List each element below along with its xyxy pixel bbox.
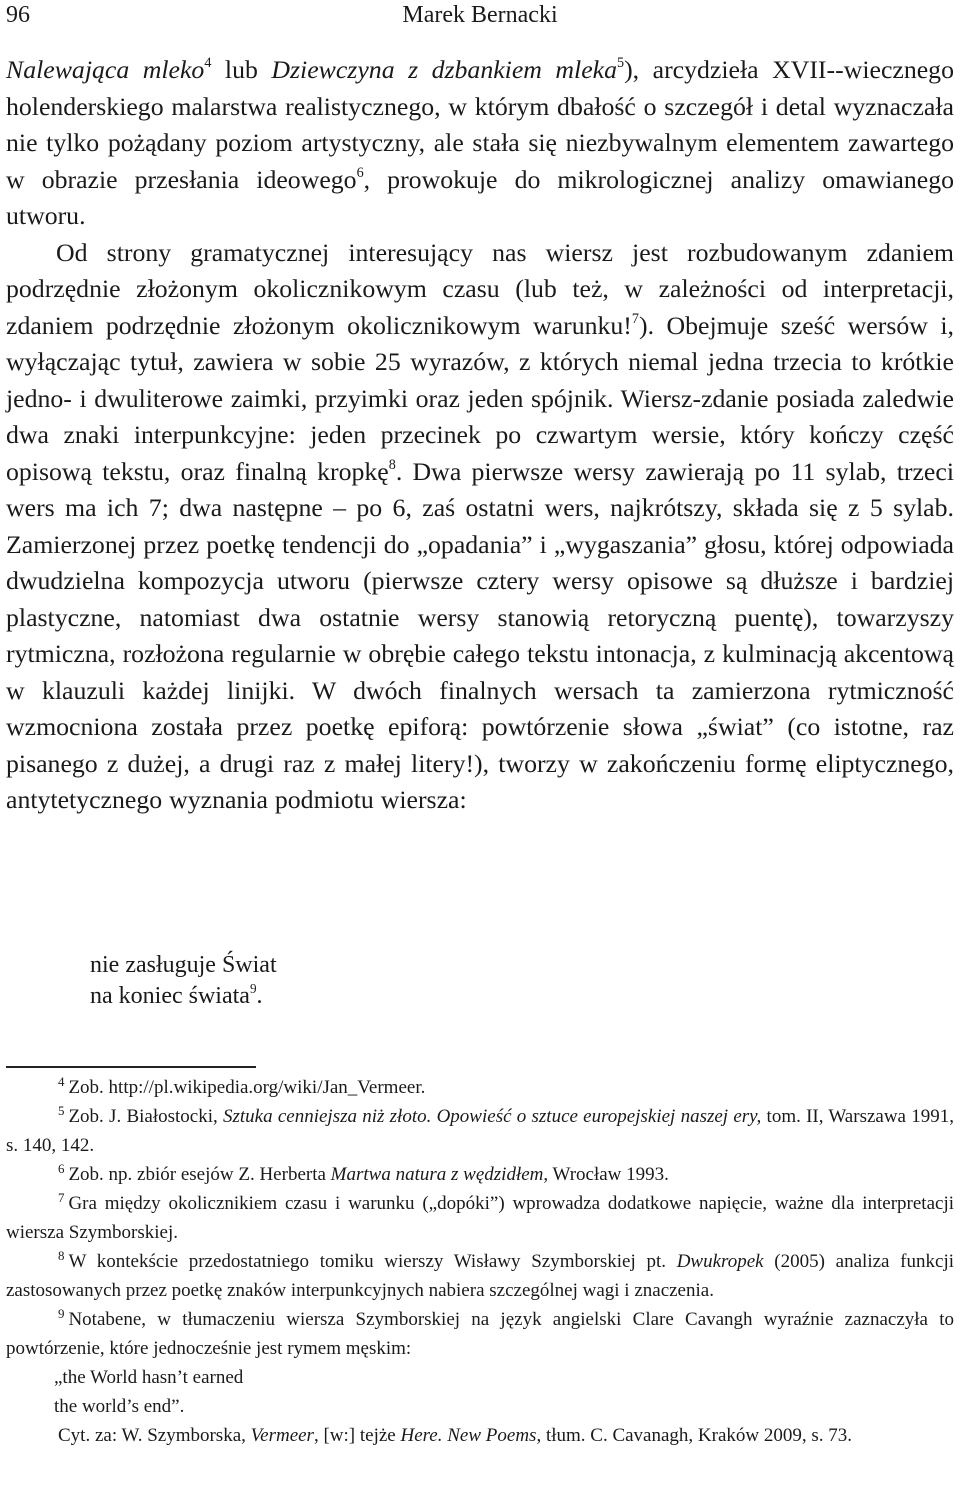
- translation-quote-line-1: „the World hasn’t earned: [54, 1367, 244, 1388]
- footnote-6: [6, 1160, 954, 1189]
- book-title: Vermeer: [250, 1425, 314, 1446]
- running-header: [6, 2, 954, 36]
- footnote-number: 5: [58, 1102, 65, 1118]
- footnote-separator: [6, 1066, 256, 1068]
- footnote-number: 9: [58, 1305, 65, 1321]
- footnote-5: [6, 1102, 954, 1160]
- footnote-ref-4[interactable]: 4: [204, 55, 212, 72]
- painting-title-1: Nalewająca mleko: [6, 55, 205, 84]
- footnotes: [6, 1073, 954, 1450]
- footnote-ref-5[interactable]: 5: [617, 55, 625, 72]
- book-title: Martwa natura z wędzidłem: [330, 1164, 544, 1185]
- footnote-number: 4: [58, 1073, 65, 1089]
- footnote-ref-9[interactable]: 9: [249, 981, 257, 997]
- poem-line-1: nie zasługuje Świat: [90, 952, 277, 978]
- footnote-number: 8: [58, 1247, 65, 1263]
- footnote-ref-6[interactable]: 6: [356, 164, 364, 181]
- citation-text: Cyt. za: W. Szymborska,: [58, 1425, 251, 1446]
- footnote-number: 6: [58, 1160, 65, 1176]
- footnote-4: [6, 1073, 954, 1102]
- citation: [6, 1421, 954, 1450]
- paragraph-1: [6, 52, 954, 235]
- footnote-number: 7: [58, 1189, 65, 1205]
- citation-text: , tłum. C. Cavanagh, Kraków 2009, s. 73.: [536, 1425, 853, 1446]
- running-head-author: Marek Bernacki: [402, 2, 558, 28]
- painting-title-2: Dziewczyna z dzbankiem mleka: [271, 55, 617, 84]
- footnote-text: , Wrocław 1993.: [543, 1164, 669, 1185]
- citation-text: , [w:] tejże: [313, 1425, 401, 1446]
- book-title: Dwukropek: [676, 1251, 764, 1272]
- footnote-ref-7[interactable]: 7: [631, 310, 639, 327]
- book-title: Sztuka cenniejsza niż złoto. Opowieść o sztuce europejskiej naszej ery,: [222, 1106, 762, 1127]
- footnote-7: [6, 1189, 954, 1247]
- footnote-text: W kontekście przedostatniego tomiku wierszy Wisławy Szymborskiej pt.: [68, 1251, 677, 1272]
- footnote-9: [6, 1305, 954, 1363]
- book-title: Here. New Poems: [400, 1425, 537, 1446]
- footnote-8: [6, 1247, 954, 1305]
- text-run: lub: [211, 55, 272, 84]
- footnote-text: tom. II, Warszawa 1991, s. 140, 142.: [6, 1106, 954, 1156]
- poem-line-2: [90, 981, 277, 1012]
- page-number: 96: [6, 2, 30, 28]
- poem-line-2-end: .: [256, 983, 263, 1009]
- text-run: ), arcydzieła XVII--wiecznego holenderskiego malarstwa realistycznego, w którym dbałość o szczegół i detal wyznaczała nie tylko pożądany poziom artystyczny, ale stała się niezbywalnym elementem zawartego w obrazie przesłania ideowego: [6, 55, 954, 194]
- text-run: . Dwa pierwsze wersy zawierają po 11 sylab, trzeci wers ma ich 7; dwa następne – po 6, zaś ostatni wers, najkrótszy, składa się z 5 sylab. Zamierzonej przez poetkę tendencji do „opadania” i „wygaszania” głosu, której odpowiada dwudzielna kompozycja utworu (pierwsze cztery wersy opisowe są dłuższe i bardziej plastyczne, natomiast dwa ostatnie wersy stanowią retoryczną puentę), towarzyszy rytmiczna, rozłożona regularnie w obrębie całego tekstu intonacja, z kulminacją akcentową w klauzuli każdej linijki. W dwóch finalnych wersach ta zamierzona rytmiczność wzmocniona została przez poetkę epiforą: powtórzenie słowa „świat” (co istotne, raz pisanego z dużej, a drugi raz z małej litery!), tworzy w zakończeniu formę eliptycznego, antytetycznego wyznania podmiotu wiersza:: [6, 456, 954, 814]
- footnote-text: (2005) analiza funkcji zastosowanych przez poetkę znaków interpunkcyjnych nabiera szczególnej wagi i znaczenia.: [6, 1251, 955, 1301]
- text-run: , prowokuje do mikrologicznej analizy omawianego utworu.: [6, 164, 955, 230]
- footnote-ref-8[interactable]: 8: [388, 456, 396, 473]
- poem-line-2-text: na koniec świata: [90, 983, 250, 1009]
- translation-quote-line-2: the world’s end”.: [54, 1396, 185, 1417]
- main-text: [6, 52, 954, 819]
- text-run: Od strony gramatycznej interesujący nas wiersz jest rozbudowanym zdaniem podrzędnie złożonym okolicznikowym czasu (lub też, w zależności od interpretacji, zdaniem podrzędnie złożonym okolicznikowym warunku!: [6, 237, 954, 340]
- footnote-text: Zob. http://pl.wikipedia.org/wiki/Jan_Vermeer.: [68, 1077, 426, 1098]
- paragraph-2: [6, 235, 954, 819]
- footnote-text: Zob. J. Białostocki,: [68, 1106, 223, 1127]
- text-run: ). Obejmuje sześć wersów i, wyłączając tytuł, zawiera w sobie 25 wyrazów, z których niemal jedna trzecia to krótkie jedno- i dwuliterowe zaimki, przyimki oraz jeden spójnik. Wiersz-zdanie posiada zaledwie dwa znaki interpunkcyjne: jeden przecinek po czwartym wersie, który kończy część opisową tekstu, oraz finalną kropkę: [6, 310, 954, 486]
- footnote-text: Zob. np. zbiór esejów Z. Herberta: [68, 1164, 331, 1185]
- poem-quote: [90, 950, 277, 1012]
- footnote-text: Gra między okolicznikiem czasu i warunku („dopóki”) wprowadza dodatkowe napięcie, ważne dla interpretacji wiersza Szymborskiej.: [6, 1193, 954, 1243]
- footnote-text: Notabene, w tłumaczeniu wiersza Szymborskiej na język angielski Clare Cavangh wyraźnie zaznaczyła to powtórzenie, które jednocześnie jest rymem męskim:: [6, 1309, 954, 1359]
